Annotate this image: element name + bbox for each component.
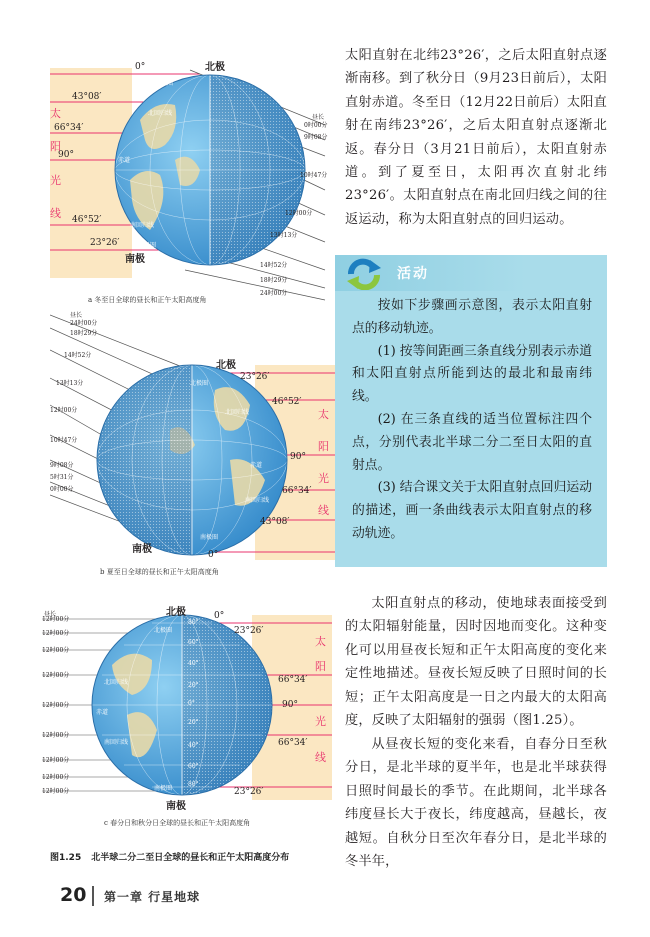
angle-label: 90° bbox=[58, 150, 74, 160]
angle-label: 23°26′ bbox=[90, 238, 120, 248]
latitude-label: 北极圈 bbox=[154, 627, 173, 634]
angle-label: 66°34′ bbox=[54, 123, 84, 133]
latitude-label: 赤道 bbox=[118, 157, 131, 164]
day-length-label: 0时00分 bbox=[304, 122, 328, 129]
cycle-arrows-icon bbox=[343, 258, 387, 290]
day-length-label: 18时29分 bbox=[70, 330, 98, 337]
south-pole-label: 南极 bbox=[166, 801, 186, 812]
day-length-label: 18时29分 bbox=[260, 277, 288, 284]
day-length-label: 14时52分 bbox=[64, 352, 92, 359]
day-length-label: 0时00分 bbox=[50, 486, 74, 493]
sun-ray-char: 太 bbox=[318, 408, 329, 421]
angle-label: 46°52′ bbox=[72, 215, 102, 225]
day-length-header: 昼长 bbox=[44, 611, 57, 618]
day-length-label: 13时13分 bbox=[56, 380, 84, 387]
grid-degree-label: 0° bbox=[188, 700, 195, 707]
sun-ray-char: 光 bbox=[50, 174, 61, 187]
zero-degree-label: 0° bbox=[214, 611, 225, 621]
day-length-label: 13时13分 bbox=[270, 232, 298, 239]
sun-ray-char: 阳 bbox=[315, 660, 326, 673]
angle-label: 66°34′ bbox=[282, 486, 312, 496]
day-length-label: 14时52分 bbox=[260, 262, 288, 269]
latitude-label: 南回归线 bbox=[245, 497, 270, 504]
day-length-label: 12时00分 bbox=[42, 630, 70, 637]
north-pole-label: 北极 bbox=[205, 62, 225, 73]
day-length-label: 12时00分 bbox=[42, 757, 70, 764]
sun-ray-char: 线 bbox=[315, 751, 326, 764]
latitude-label: 南回归线 bbox=[104, 739, 129, 746]
footer-divider bbox=[92, 886, 94, 906]
day-length-label: 12时00分 bbox=[42, 774, 70, 781]
latitude-label: 南极圈 bbox=[138, 242, 157, 249]
sun-ray-char: 阳 bbox=[318, 440, 329, 453]
day-length-label: 12时00分 bbox=[42, 616, 70, 623]
figure-title: 北半球二分二至日全球的昼长和正午太阳高度分布 bbox=[91, 853, 290, 863]
angle-label: 46°52′ bbox=[272, 397, 302, 407]
sun-ray-char: 太 bbox=[315, 635, 326, 648]
grid-degree-label: 80° bbox=[188, 619, 199, 626]
latitude-label: 北极圈 bbox=[155, 80, 174, 87]
angle-label: 23°26′ bbox=[234, 787, 264, 797]
latitude-label: 北极圈 bbox=[190, 380, 209, 387]
day-length-label: 9时08分 bbox=[304, 134, 328, 141]
activity-step-2: (2) 在三条直线的适当位置标注四个点，分别代表北半球二分二至日太阳的直射点。 bbox=[352, 411, 592, 473]
sun-ray-char: 光 bbox=[315, 715, 326, 728]
grid-degree-label: 20° bbox=[188, 719, 199, 726]
day-length-label: 12时00分 bbox=[42, 732, 70, 739]
day-length-label: 昼长 bbox=[70, 312, 83, 319]
sun-ray-char: 线 bbox=[50, 207, 61, 220]
day-length-label: 12时00分 bbox=[42, 672, 70, 679]
day-length-label: 10时47分 bbox=[50, 437, 78, 444]
angle-label: 66°34′ bbox=[278, 675, 308, 685]
latitude-label: 南极圈 bbox=[154, 785, 173, 792]
figure-panel-c bbox=[42, 605, 332, 835]
grid-degree-label: 40° bbox=[188, 660, 199, 667]
paragraph-radiation: 太阳直射点的移动，使地球表面接受到的太阳辐射能量，因时因地而变化。这种变化可以用昼夜长短和正午太阳高度的变化来定性地描述。昼夜长短反映了日照时间的长短；正午太阳高度是一日之内最大的太阳高度，反映了太阳辐射的强弱（图1.25）。 bbox=[345, 596, 607, 729]
latitude-label: 北回归线 bbox=[148, 110, 173, 117]
south-pole-label: 南极 bbox=[132, 544, 152, 555]
day-length-label: 12时00分 bbox=[42, 702, 70, 709]
day-length-label: 12时00分 bbox=[42, 647, 70, 654]
sun-ray-char: 线 bbox=[318, 504, 329, 517]
latitude-label: 赤道 bbox=[250, 462, 263, 469]
zero-degree-label: 0° bbox=[208, 550, 219, 560]
sun-ray-char: 光 bbox=[318, 472, 329, 485]
activity-step-1: (1) 按等间距画三条直线分别表示赤道和太阳直射点所能到达的最北和最南纬线。 bbox=[352, 343, 592, 405]
day-length-label: 9时08分 bbox=[50, 462, 74, 469]
activity-title: 活动 bbox=[397, 266, 429, 282]
activity-box bbox=[335, 255, 607, 567]
figure-caption bbox=[50, 850, 299, 863]
latitude-label: 南极圈 bbox=[200, 534, 219, 541]
angle-label: 43°08′ bbox=[72, 92, 102, 102]
page-number: 20 bbox=[60, 884, 87, 906]
activity-intro: 按如下步骤画示意图，表示太阳直射点的移动轨迹。 bbox=[352, 298, 592, 336]
grid-degree-label: 80° bbox=[188, 781, 199, 788]
zero-degree-label: 0° bbox=[135, 62, 146, 72]
angle-label: 90° bbox=[282, 700, 298, 710]
north-pole-label: 北极 bbox=[216, 360, 236, 371]
sun-ray-char: 太 bbox=[50, 107, 61, 120]
paragraph-solar-migration: 太阳直射在北纬23°26′，之后太阳直射点逐渐南移。到了秋分日（9月23日前后），太阳直射赤道。冬至日（12月22日前后）太阳直射在南纬23°26′，之后太阳直射点逐渐北返。春分日（3月21日前后），太阳直射赤道。到了夏至日，太阳再次直射北纬23°26′。太阳直射点在南北回归线之间的往返运动，称为太阳直射点的回归运动。 bbox=[345, 48, 607, 227]
figure-panel-a bbox=[50, 60, 335, 305]
day-length-label: 昼长 bbox=[312, 114, 325, 121]
angle-label: 23°26′ bbox=[240, 372, 270, 382]
latitude-label: 北回归线 bbox=[225, 409, 250, 416]
day-length-label: 12时00分 bbox=[50, 407, 78, 414]
day-length-label: 10时47分 bbox=[300, 172, 328, 179]
angle-label: 66°34′ bbox=[278, 738, 308, 748]
latitude-label: 南回归线 bbox=[130, 222, 155, 229]
grid-degree-label: 60° bbox=[188, 763, 199, 770]
day-length-label: 5时31分 bbox=[50, 474, 74, 481]
panel-a-sublabel: a 冬至日全球的昼长和正午太阳高度角 bbox=[88, 296, 207, 304]
latitude-label: 赤道 bbox=[96, 709, 109, 716]
activity-body bbox=[352, 295, 592, 546]
panel-c-sublabel: c 春分日和秋分日全球的昼长和正午太阳高度角 bbox=[104, 819, 251, 827]
day-length-label: 12时00分 bbox=[285, 210, 313, 217]
panel-b-sublabel: b 夏至日全球的昼长和正午太阳高度角 bbox=[100, 568, 219, 576]
grid-degree-label: 20° bbox=[188, 682, 199, 689]
sun-ray-char: 阳 bbox=[50, 140, 61, 153]
paragraph-day-length: 从昼夜长短的变化来看，自春分日至秋分日，是北半球的夏半年，也是北半球获得日照时间最长的季节。在此期间，北半球各纬度昼长大于夜长，纬度越高，昼越长，夜越短。自秋分日至次年春分日，是北半球的冬半年， bbox=[345, 737, 607, 870]
south-pole-label: 南极 bbox=[125, 254, 145, 265]
grid-degree-label: 60° bbox=[188, 639, 199, 646]
activity-step-3: (3) 结合课文关于太阳直射点回归运动的描述，画一条曲线表示太阳直射点的移动轨迹。 bbox=[352, 480, 592, 541]
latitude-label: 北回归线 bbox=[104, 679, 129, 686]
chapter-title: 第一章 行星地球 bbox=[104, 890, 201, 904]
day-length-label: 24时00分 bbox=[260, 290, 288, 297]
angle-label: 90° bbox=[290, 452, 306, 462]
day-length-label: 24时00分 bbox=[70, 320, 98, 327]
figure-panel-b bbox=[50, 310, 335, 580]
north-pole-label: 北极 bbox=[166, 607, 186, 618]
activity-header bbox=[335, 255, 607, 291]
angle-label: 23°26′ bbox=[234, 626, 264, 636]
day-length-label: 12时00分 bbox=[42, 788, 70, 795]
grid-degree-label: 40° bbox=[188, 742, 199, 749]
angle-label: 43°08′ bbox=[260, 517, 290, 527]
figure-number: 图1.25 bbox=[50, 853, 82, 863]
